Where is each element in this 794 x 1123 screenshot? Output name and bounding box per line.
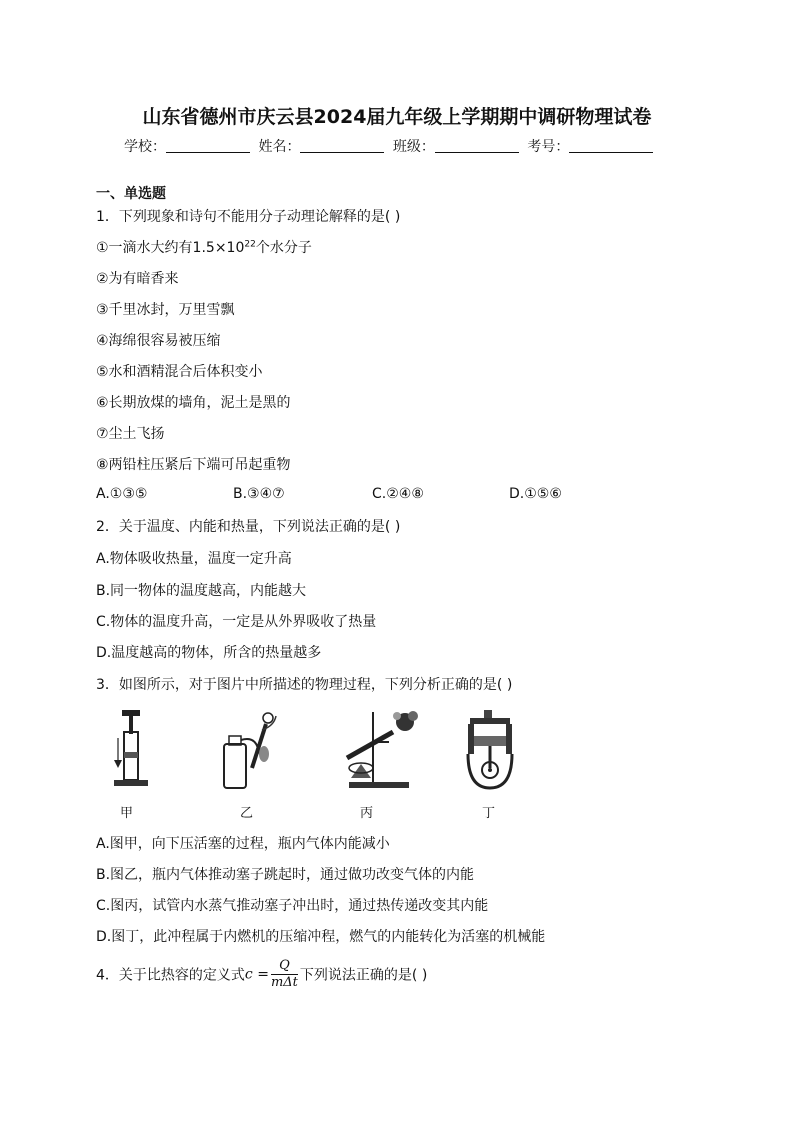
class-label: 班级： <box>392 139 435 155</box>
q4-formula-fraction <box>271 958 298 991</box>
q4-formula-lhs: c = <box>244 966 269 983</box>
figure-label-ding: 丁 <box>482 806 496 821</box>
figure-label-yi: 乙 <box>240 806 254 821</box>
figure-label-bing: 丙 <box>360 806 374 821</box>
q2-stem: 2．关于温度、内能和热量，下列说法正确的是( ) <box>96 519 401 535</box>
q4-stem <box>96 958 427 991</box>
figure-label-jia: 甲 <box>120 806 134 821</box>
q1-item-8: ⑧两铅柱压紧后下端可吊起重物 <box>96 457 291 473</box>
student-info-line <box>124 136 657 156</box>
q1-stem: 1．下列现象和诗句不能用分子动理论解释的是( ) <box>96 209 401 225</box>
section-heading: 一、单选题 <box>96 186 166 202</box>
q1-option-a: A.①③⑤ <box>96 486 148 502</box>
q3-option-b: B.图乙，瓶内气体推动塞子跳起时，通过做功改变气体的内能 <box>96 867 475 883</box>
q3-option-a: A.图甲，向下压活塞的过程，瓶内气体内能减小 <box>96 836 390 852</box>
q1-item-6: ⑥长期放煤的墙角，泥土是黑的 <box>96 395 291 411</box>
q1-item-7: ⑦尘土飞扬 <box>96 426 165 442</box>
figure-bing-test-tube <box>333 708 425 794</box>
class-blank <box>435 138 519 153</box>
q3-option-d: D.图丁，此冲程属于内燃机的压缩冲程，燃气的内能转化为活塞的机械能 <box>96 929 546 945</box>
figure-jia-pump <box>112 708 152 794</box>
q4-stem-pre: 4．关于比热容的定义式 <box>96 967 245 984</box>
q2-option-c: C.物体的温度升高，一定是从外界吸收了热量 <box>96 614 377 630</box>
q1-option-c: C.②④⑧ <box>372 486 424 502</box>
q4-formula-denominator: mΔt <box>270 975 298 990</box>
q1-item-2: ②为有暗香来 <box>96 271 179 287</box>
school-blank <box>166 138 250 153</box>
q2-option-a: A.物体吸收热量，温度一定升高 <box>96 551 292 567</box>
exam-no-blank <box>569 138 653 153</box>
q1-item-3: ③千里冰封，万里雪飘 <box>96 302 235 318</box>
figure-ding-engine <box>462 708 518 794</box>
q1-item-5: ⑤水和酒精混合后体积变小 <box>96 364 263 380</box>
q4-stem-post: 下列说法正确的是( ) <box>299 967 428 984</box>
q4-formula-numerator: Q <box>271 958 298 975</box>
exam-no-label: 考号： <box>527 139 570 155</box>
page-title: 山东省德州市庆云县2024届九年级上学期期中调研物理试卷 <box>142 106 652 128</box>
school-label: 学校： <box>124 139 166 155</box>
name-label: 姓名： <box>258 139 301 155</box>
q1-option-b: B.③④⑦ <box>233 486 285 502</box>
q1-item-4: ④海绵很容易被压缩 <box>96 333 221 349</box>
q1-item-1: ①一滴水大约有$1.5\times 10^{22}$个水分子 <box>96 239 312 256</box>
name-blank <box>300 138 384 153</box>
q1-option-d: D.①⑤⑥ <box>509 486 562 502</box>
q2-option-d: D.温度越高的物体，所含的热量越多 <box>96 645 322 661</box>
q3-option-c: C.图丙，试管内水蒸气推动塞子冲出时，通过热传递改变其内能 <box>96 898 489 914</box>
q3-stem: 3．如图所示，对于图片中所描述的物理过程，下列分析正确的是( ) <box>96 677 513 693</box>
q2-option-b: B.同一物体的温度越高，内能越大 <box>96 583 307 599</box>
figure-yi-bottle <box>218 708 282 794</box>
